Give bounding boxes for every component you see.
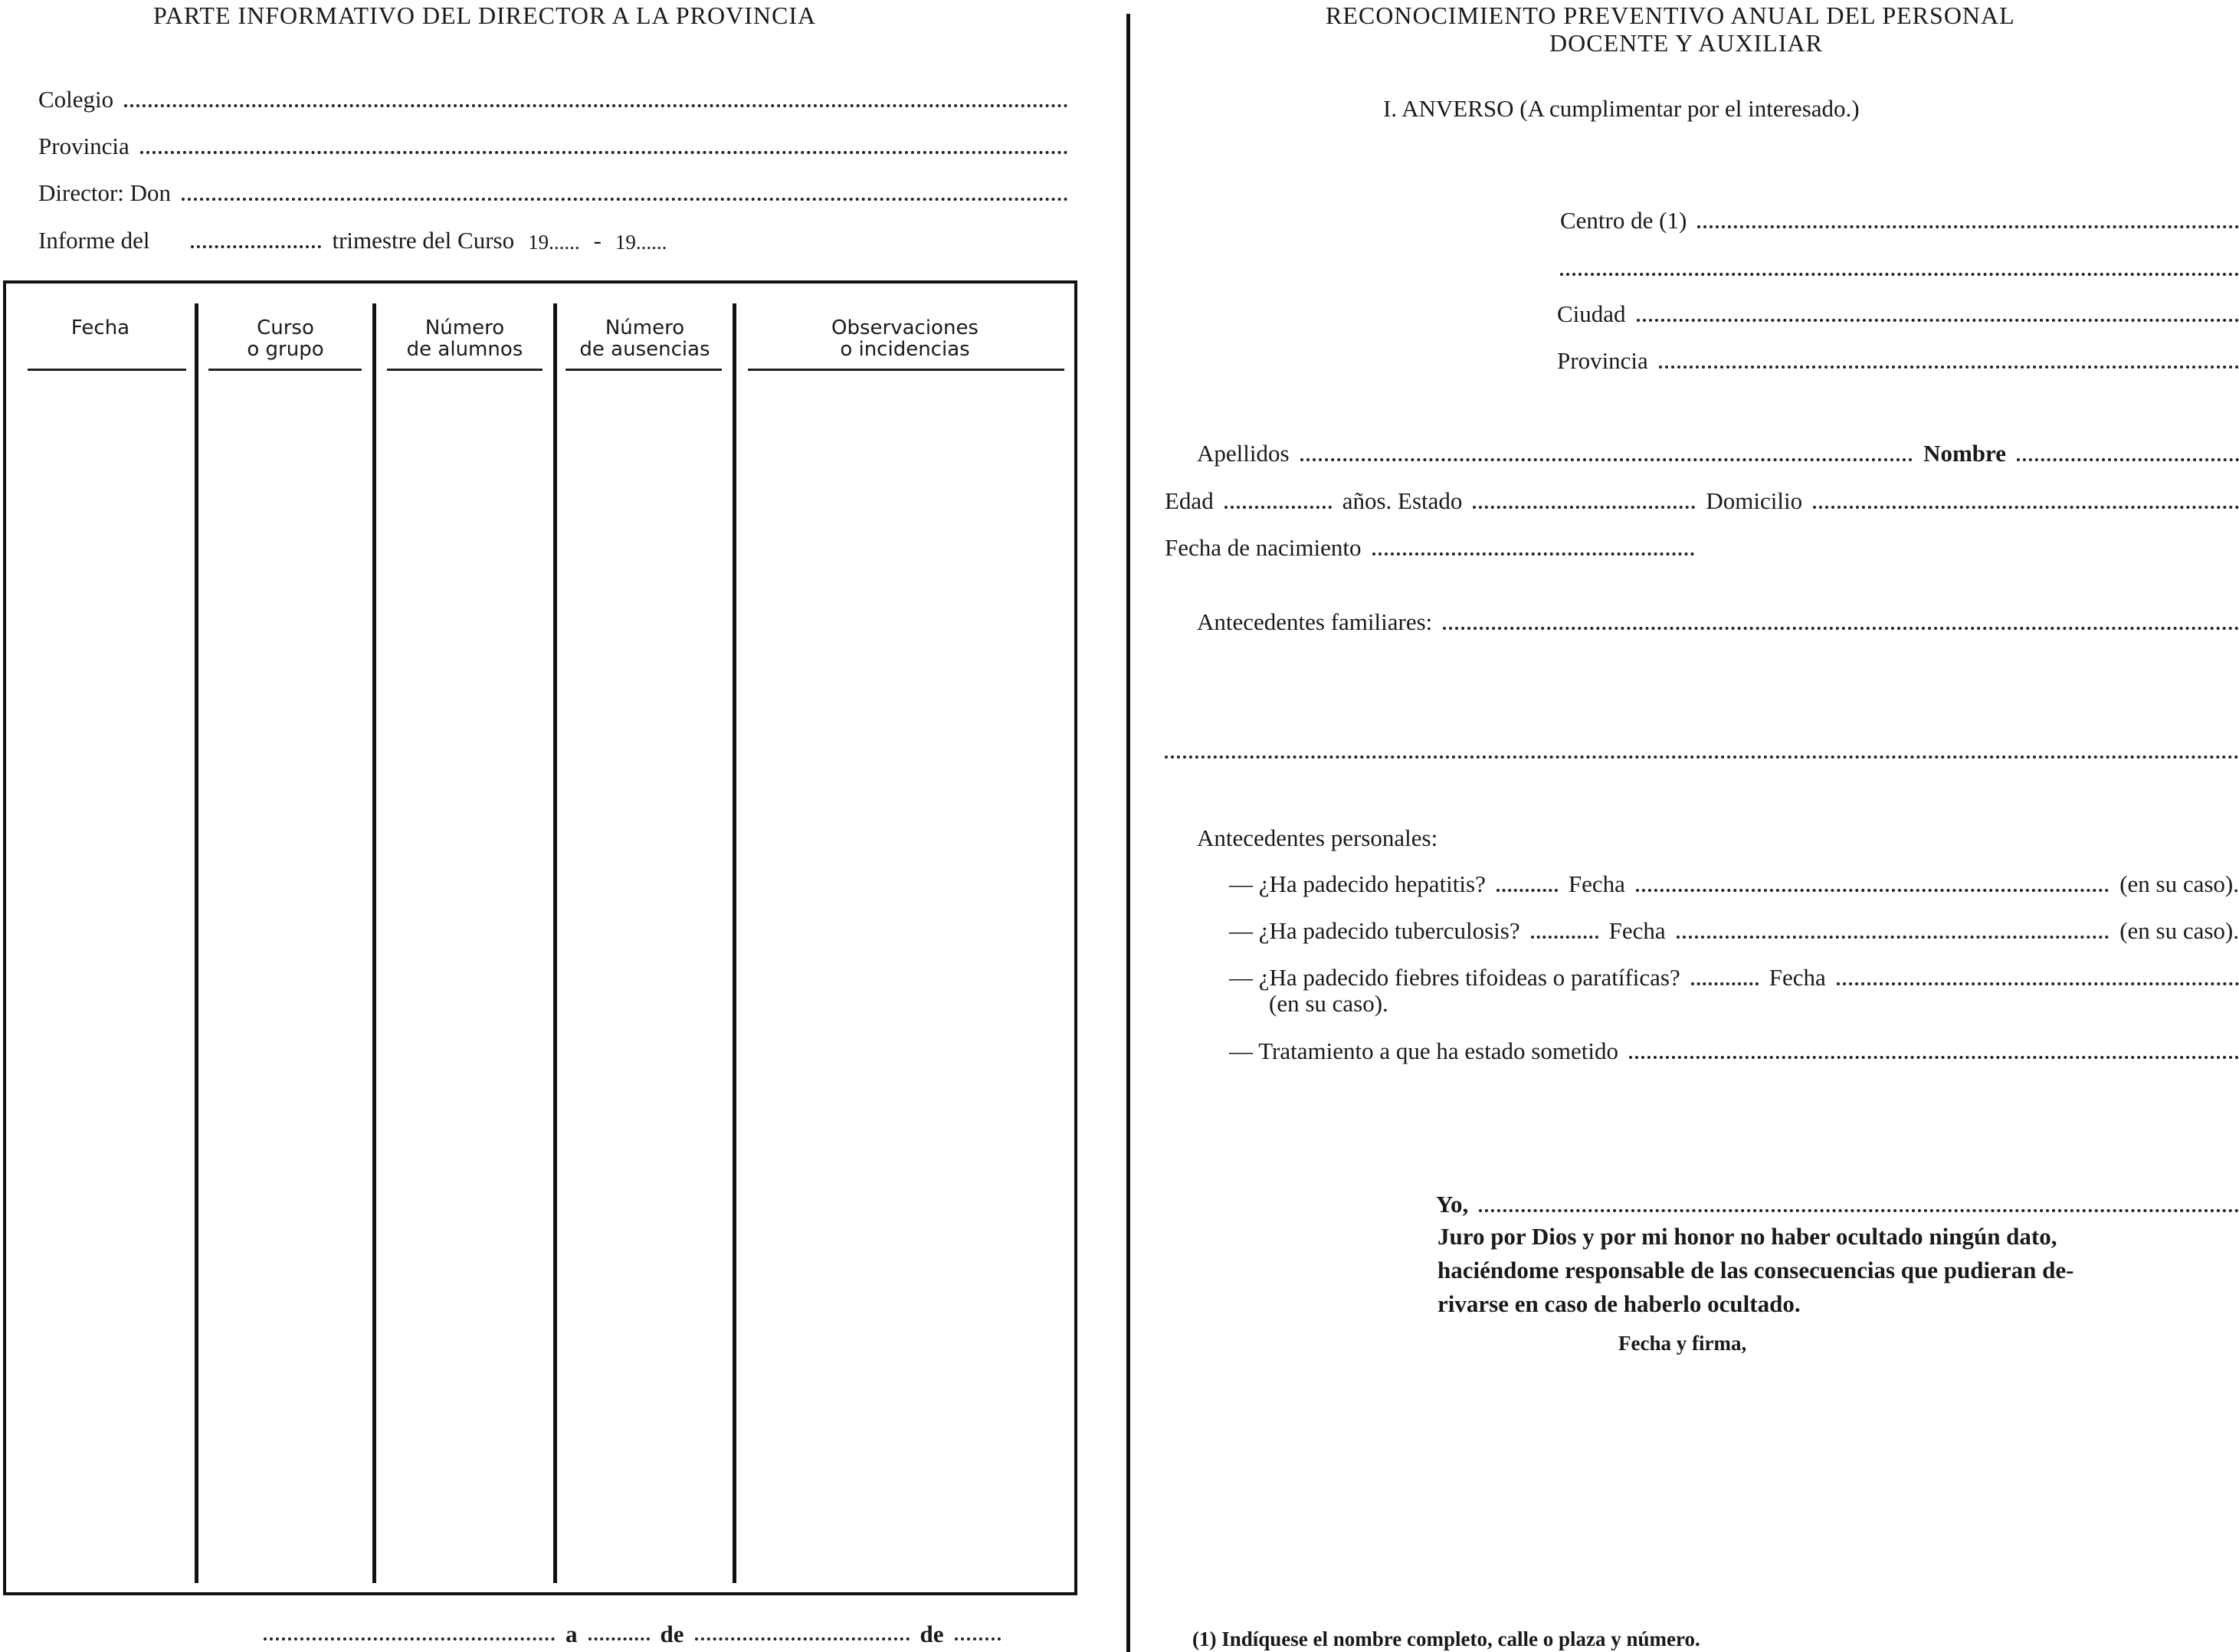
tifoideas-row[interactable] xyxy=(1229,964,2239,993)
header-rule xyxy=(387,369,543,371)
yo-label: Yo, xyxy=(1436,1191,1469,1218)
tuberculosis-fecha-label: Fecha xyxy=(1608,917,1666,944)
hepatitis-row[interactable] xyxy=(1229,870,2239,900)
nacimiento-field[interactable] xyxy=(1165,534,1705,563)
column-separator xyxy=(195,303,198,1583)
curso-column-entry[interactable] xyxy=(200,379,371,1582)
footnote: (1) Indíquese el nombre completo, calle o plaza y número. xyxy=(1192,1627,1700,1650)
tratamiento-row[interactable] xyxy=(1229,1037,2239,1067)
director-blank[interactable] xyxy=(182,198,1068,201)
director-field[interactable] xyxy=(38,179,1079,208)
nacimiento-label: Fecha de nacimiento xyxy=(1165,534,1362,561)
hepatitis-answer[interactable] xyxy=(1496,889,1558,892)
trimestre-blank[interactable] xyxy=(191,245,321,248)
estado-blank[interactable] xyxy=(1473,506,1695,509)
tuberculosis-note: (en su caso). xyxy=(2119,917,2239,944)
colegio-label: Colegio xyxy=(38,86,114,113)
day-blank[interactable] xyxy=(588,1637,650,1641)
informe-label: Informe del xyxy=(38,227,150,254)
tifoideas-fecha-label: Fecha xyxy=(1769,964,1826,991)
tuberculosis-date[interactable] xyxy=(1677,936,2110,939)
provincia-blank[interactable] xyxy=(140,151,1068,154)
informe-field[interactable] xyxy=(38,227,667,256)
column-separator xyxy=(553,303,557,1583)
tuberculosis-row[interactable] xyxy=(1229,917,2239,946)
left-title: PARTE INFORMATIVO DEL DIRECTOR A LA PROVINCIA xyxy=(153,2,817,29)
apellidos-blank[interactable] xyxy=(1300,458,1913,461)
edad-blank[interactable] xyxy=(1224,506,1332,509)
header-rule xyxy=(28,369,186,371)
centro-field[interactable] xyxy=(1560,207,2239,236)
apellidos-label: Apellidos xyxy=(1197,440,1290,467)
curso-start[interactable]: 19...... xyxy=(528,231,580,254)
curso-dash: - xyxy=(593,227,602,254)
footer-a: a xyxy=(565,1621,578,1647)
tifoideas-date[interactable] xyxy=(1837,982,2239,985)
observaciones-column-entry[interactable] xyxy=(738,379,1071,1582)
column-separator xyxy=(733,303,736,1583)
nombre-blank[interactable] xyxy=(2017,458,2239,461)
curso-end[interactable]: 19...... xyxy=(615,231,667,254)
familiares-blank-2[interactable] xyxy=(1165,756,2239,759)
colegio-blank[interactable] xyxy=(124,104,1068,107)
tifoideas-answer[interactable] xyxy=(1691,982,1759,985)
column-separator xyxy=(372,303,376,1583)
section-heading: I. ANVERSO (A cumplimentar por el interesado.) xyxy=(1383,95,1860,122)
header-rule xyxy=(565,369,722,371)
footer-de: de xyxy=(920,1621,944,1647)
centro-blank-2[interactable] xyxy=(1560,273,2239,276)
centro-continuation[interactable] xyxy=(1560,256,2239,284)
footer-de: de xyxy=(660,1621,684,1647)
column-header-curso: Curso o grupo xyxy=(247,316,324,361)
colegio-field[interactable] xyxy=(38,86,1079,115)
edad-row[interactable] xyxy=(1165,487,2239,516)
yo-field[interactable] xyxy=(1436,1191,2239,1220)
nacimiento-blank[interactable] xyxy=(1372,552,1694,556)
attendance-table xyxy=(3,280,1077,1595)
personales-label: Antecedentes personales: xyxy=(1197,824,1438,851)
provincia-label: Provincia xyxy=(38,133,129,159)
header-rule xyxy=(208,369,362,371)
director-label: Director: Don xyxy=(38,179,172,206)
centro-label: Centro de (1) xyxy=(1560,207,1687,234)
hepatitis-note: (en su caso). xyxy=(2119,870,2239,897)
ausencias-column-entry[interactable] xyxy=(559,379,731,1582)
tratamiento-question: — Tratamiento a que ha estado sometido xyxy=(1229,1037,1618,1064)
column-header-ausencias: Número de ausencias xyxy=(579,316,710,361)
column-header-alumnos: Número de alumnos xyxy=(406,316,523,361)
signature-date-line[interactable] xyxy=(253,1621,1011,1648)
provincia-right-field[interactable] xyxy=(1557,347,2239,376)
tifoideas-note: (en su caso). xyxy=(1269,990,1388,1017)
hepatitis-fecha-label: Fecha xyxy=(1568,870,1625,897)
tifoideas-question: — ¿Ha padecido fiebres tifoideas o paratíficas? xyxy=(1229,964,1680,991)
alumnos-column-entry[interactable] xyxy=(378,379,552,1582)
tratamiento-blank[interactable] xyxy=(1629,1056,2239,1059)
fecha-column-entry[interactable] xyxy=(12,379,193,1582)
provincia-right-blank[interactable] xyxy=(1659,365,2239,369)
nombre-label: Nombre xyxy=(1923,440,2006,467)
domicilio-label: Domicilio xyxy=(1706,487,1803,514)
familiares-label: Antecedentes familiares: xyxy=(1197,608,1433,635)
column-header-observaciones: Observaciones o incidencias xyxy=(831,316,979,361)
page-divider xyxy=(1126,14,1130,1652)
provincia-field[interactable] xyxy=(38,133,1079,162)
yo-blank[interactable] xyxy=(1479,1209,2239,1212)
estado-label: años. Estado xyxy=(1342,487,1463,514)
ciudad-blank[interactable] xyxy=(1637,319,2239,322)
centro-blank[interactable] xyxy=(1697,225,2239,228)
provincia-right-label: Provincia xyxy=(1557,347,1648,374)
right-title-line2: DOCENTE Y AUXILIAR xyxy=(1549,29,1823,57)
fecha-firma-label: Fecha y firma, xyxy=(1618,1332,1747,1355)
year-blank[interactable] xyxy=(955,1637,1001,1641)
oath-line-2: haciéndome responsable de las consecuencias que pudieran de- xyxy=(1437,1257,2074,1283)
right-title-line1: RECONOCIMIENTO PREVENTIVO ANUAL DEL PERSONAL xyxy=(1326,2,2015,29)
place-blank[interactable] xyxy=(264,1637,555,1641)
edad-label: Edad xyxy=(1165,487,1214,514)
domicilio-blank[interactable] xyxy=(1813,506,2239,509)
ciudad-field[interactable] xyxy=(1557,300,2239,329)
hepatitis-date[interactable] xyxy=(1636,889,2109,892)
hepatitis-question: — ¿Ha padecido hepatitis? xyxy=(1229,870,1486,897)
tuberculosis-question: — ¿Ha padecido tuberculosis? xyxy=(1229,917,1520,944)
signature-area[interactable] xyxy=(1456,1372,2146,1540)
familiares-field[interactable] xyxy=(1197,608,2239,638)
month-blank[interactable] xyxy=(695,1637,910,1641)
oath-line-1: Juro por Dios y por mi honor no haber ocultado ningún dato, xyxy=(1437,1223,2057,1250)
familiares-continuation[interactable] xyxy=(1165,739,2239,766)
oath-line-3: rivarse en caso de haberlo ocultado. xyxy=(1437,1290,1801,1317)
column-header-fecha: Fecha xyxy=(70,316,130,339)
tuberculosis-answer[interactable] xyxy=(1531,936,1598,939)
ciudad-label: Ciudad xyxy=(1557,300,1626,327)
familiares-blank[interactable] xyxy=(1443,627,2239,630)
header-rule xyxy=(748,369,1064,371)
trimestre-label: trimestre del Curso xyxy=(332,227,515,254)
apellidos-nombre-row[interactable] xyxy=(1197,440,2239,469)
